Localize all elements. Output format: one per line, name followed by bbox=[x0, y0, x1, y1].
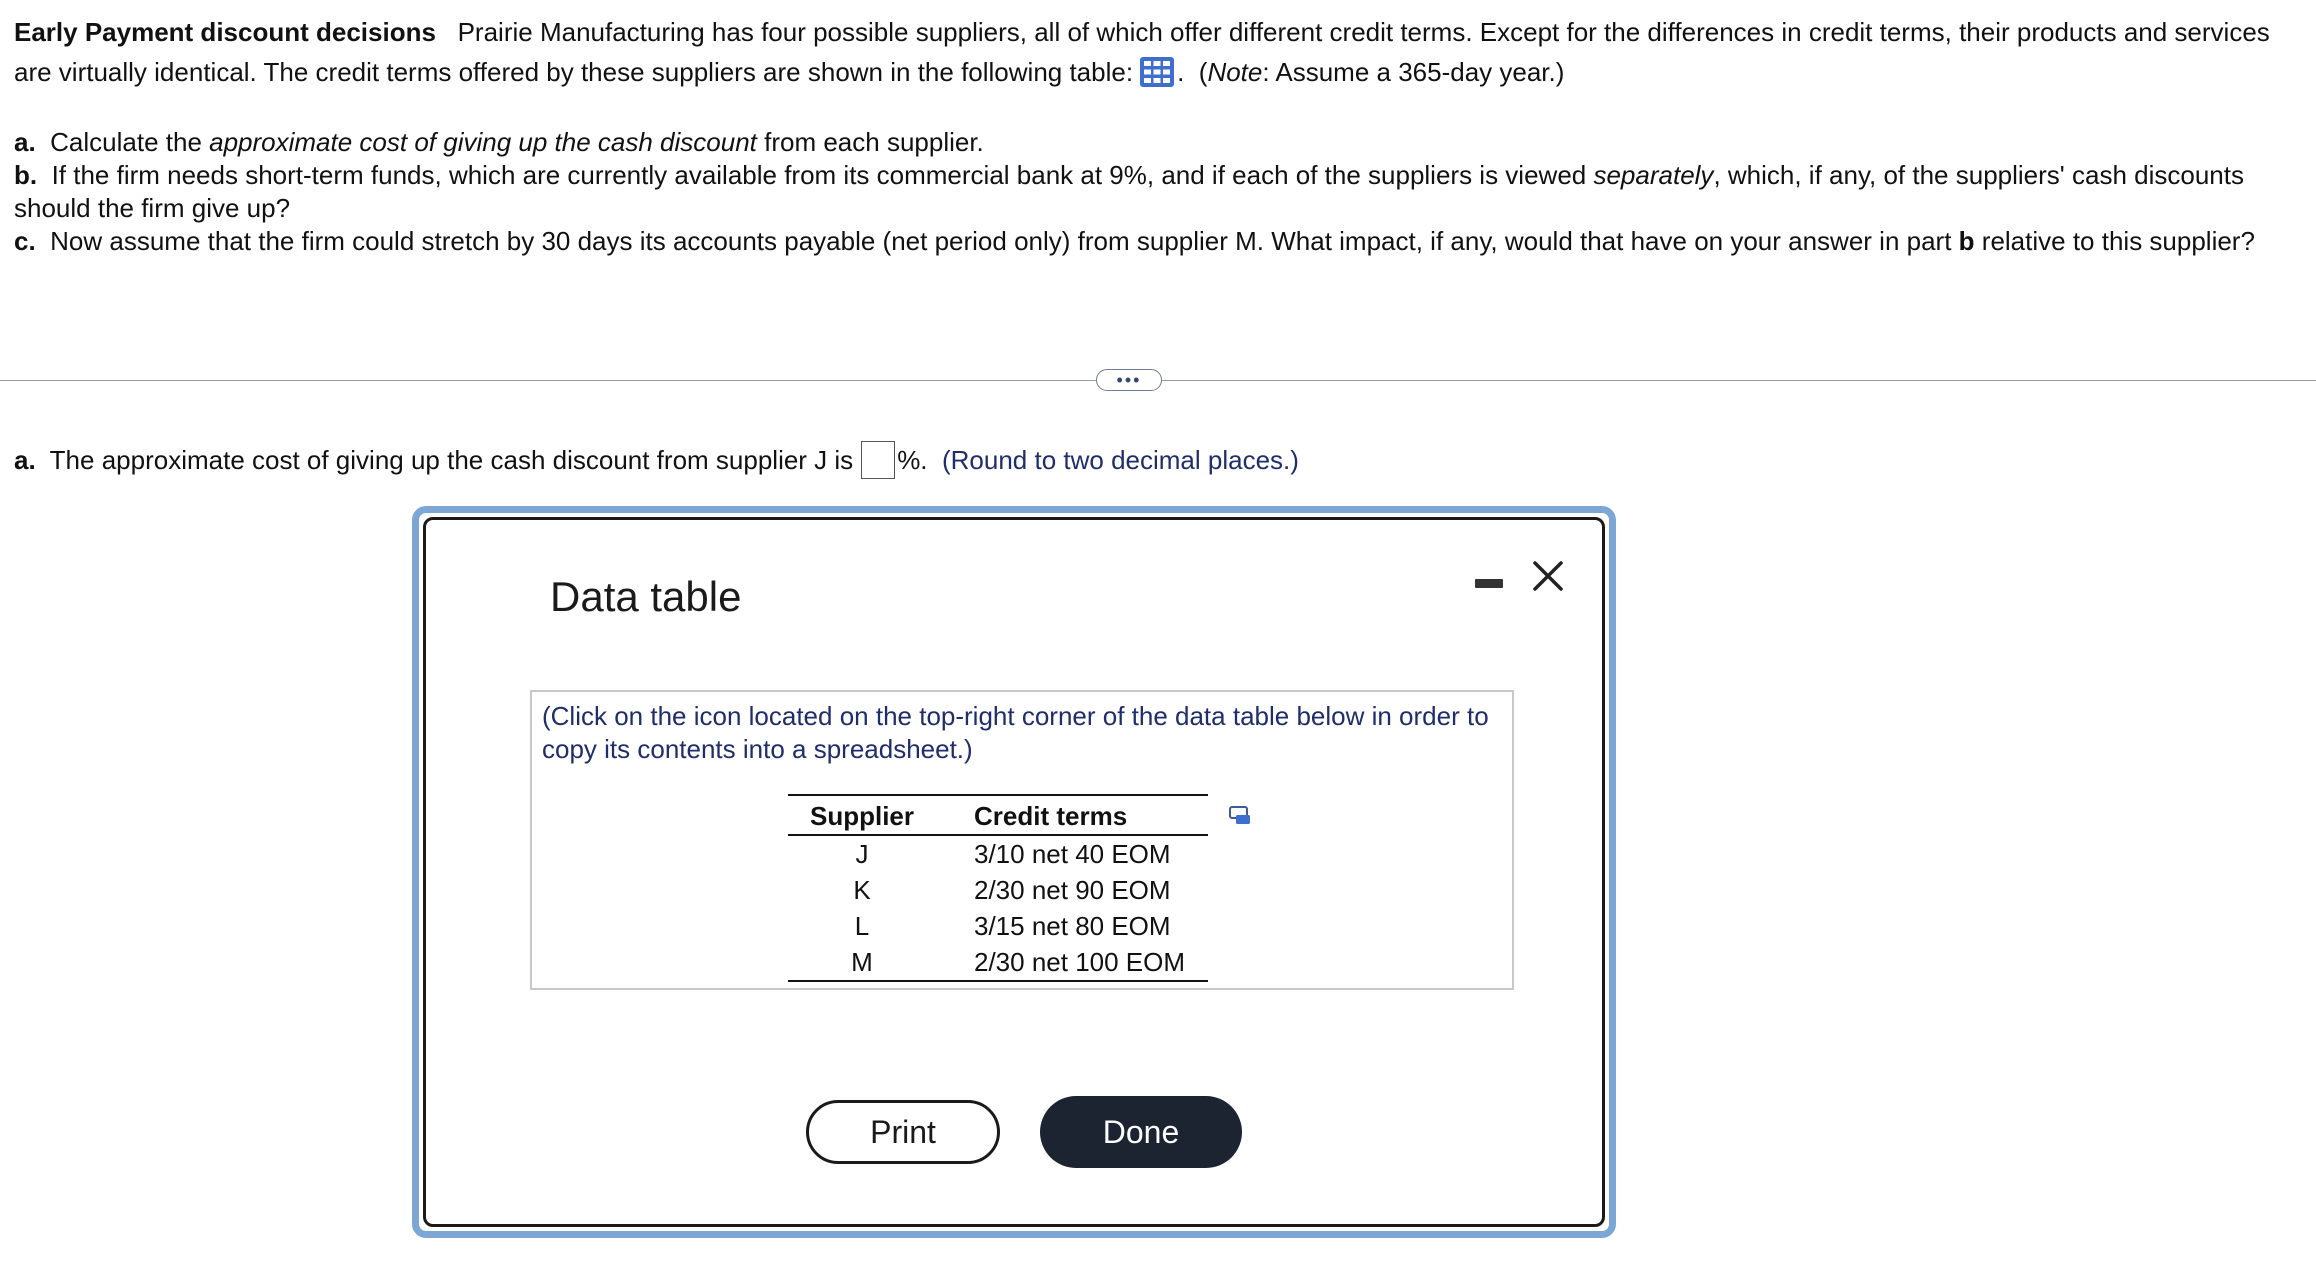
credit-terms-cell: 2/30 net 100 EOM bbox=[936, 944, 1208, 981]
credit-terms-cell: 3/10 net 40 EOM bbox=[974, 838, 1171, 869]
expand-more-button[interactable]: ••• bbox=[1096, 369, 1162, 391]
problem-text: Prairie Manufacturing has four possible suppliers, all of which offer different credit terms. Except for the differences in credit terms, their products and services are virtually identical. The credit terms offered by these suppliers are shown in the following table: bbox=[14, 17, 2270, 87]
part-c: c. Now assume that the firm could stretch by 30 days its accounts payable (net period only) from supplier M. What impact, if any, would that have on your answer in part b relative to this supplier? bbox=[14, 226, 2255, 256]
modal-title: Data table bbox=[550, 573, 742, 620]
table-row bbox=[788, 908, 1208, 944]
data-table-box bbox=[530, 690, 1514, 990]
problem-heading: Early Payment discount decisions bbox=[14, 17, 436, 47]
close-icon[interactable] bbox=[1528, 556, 1568, 596]
problem-period: . bbox=[1177, 57, 1185, 87]
header-credit-terms: Credit terms bbox=[936, 795, 1208, 835]
credit-terms-cell: 2/30 net 90 EOM bbox=[974, 874, 1171, 905]
answer-label: a. bbox=[14, 445, 36, 475]
part-a: a. Calculate the approximate cost of giving up the cash discount from each supplier. bbox=[14, 127, 984, 157]
minimize-icon[interactable] bbox=[1474, 576, 1504, 590]
print-button[interactable]: Print bbox=[806, 1100, 1000, 1164]
answer-text: The approximate cost of giving up the cash discount from supplier J is bbox=[49, 445, 854, 475]
table-row bbox=[788, 835, 1208, 872]
header-supplier: Supplier bbox=[788, 795, 936, 835]
modal-body bbox=[423, 517, 1605, 1227]
table-instructions: (Click on the icon located on the top-right corner of the data table below in order to copy its contents into a spreadsheet.) bbox=[542, 701, 1489, 764]
done-button[interactable]: Done bbox=[1040, 1096, 1242, 1168]
data-table-grid-icon[interactable] bbox=[1139, 56, 1175, 88]
answer-input[interactable] bbox=[861, 441, 895, 479]
supplier-cell: K bbox=[853, 874, 871, 905]
table-row bbox=[788, 944, 1208, 981]
credit-terms-cell: 3/15 net 80 EOM bbox=[974, 910, 1171, 941]
problem-note: (Note: Assume a 365-day year.) bbox=[1198, 57, 1565, 87]
table-row bbox=[788, 872, 1208, 908]
table-header-row bbox=[788, 795, 1208, 835]
supplier-cell: M bbox=[788, 944, 936, 981]
answer-unit: %. bbox=[897, 445, 928, 475]
part-b: b. If the firm needs short-term funds, which are currently available from its commercial bank at 9%, and if each of the suppliers is viewed separately, which, if any, of the suppliers' cash discounts should the firm give up? bbox=[14, 160, 2244, 223]
question-parts bbox=[14, 126, 2304, 258]
answer-hint: (Round to two decimal places.) bbox=[941, 445, 1299, 475]
answer-prompt bbox=[14, 440, 1299, 480]
credit-terms-table bbox=[788, 794, 1208, 982]
copy-to-spreadsheet-icon[interactable] bbox=[1228, 804, 1252, 826]
data-table-modal bbox=[412, 506, 1616, 1238]
supplier-cell: J bbox=[855, 838, 869, 869]
supplier-cell: L bbox=[854, 910, 870, 941]
problem-statement bbox=[14, 12, 2304, 92]
